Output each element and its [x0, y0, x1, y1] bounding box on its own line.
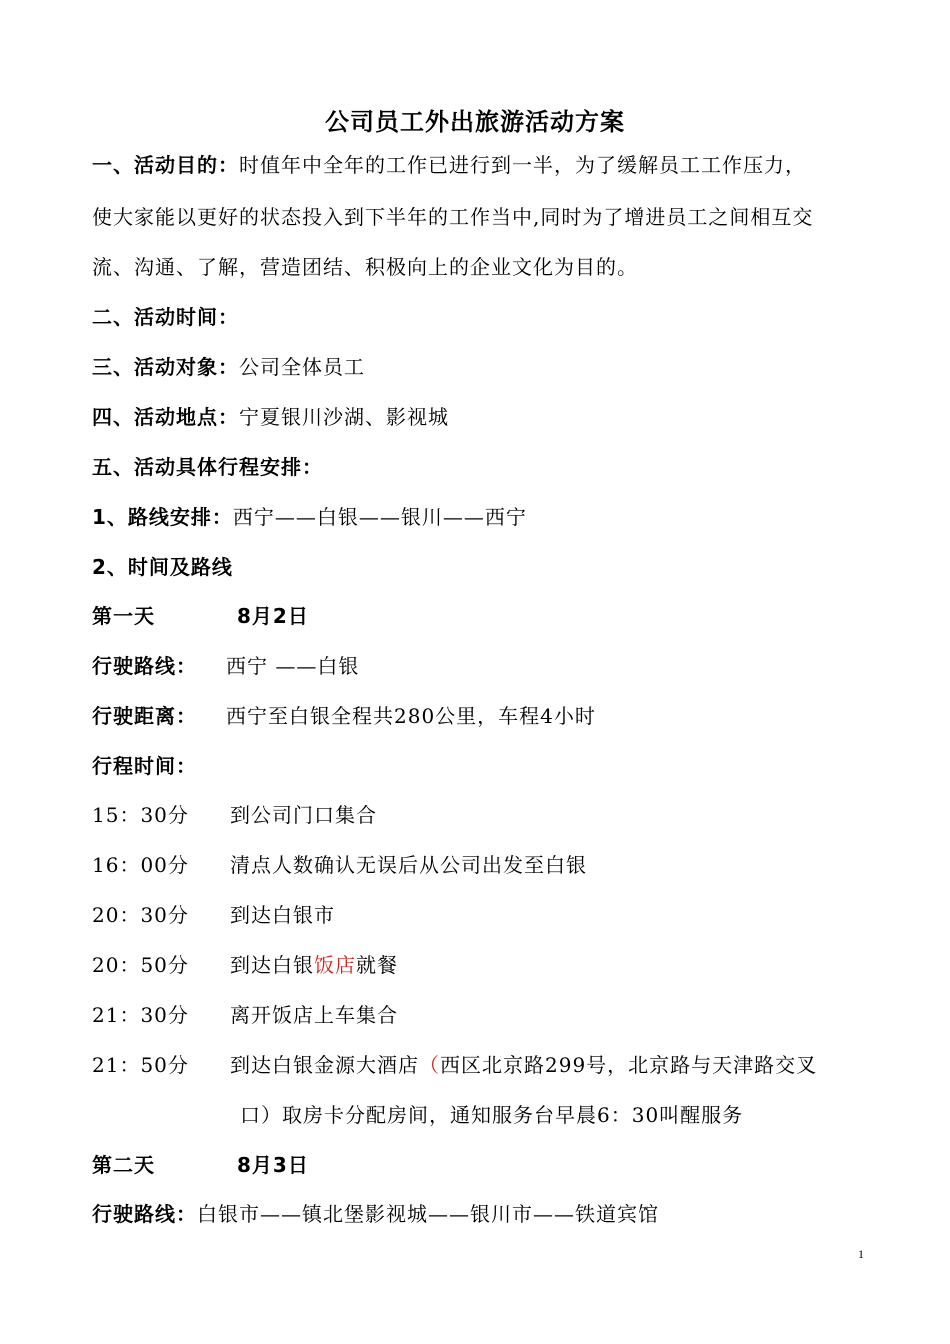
- schedule-row-continuation: 口）取房卡分配房间，通知服务台早晨6：30叫醒服务: [240, 1103, 744, 1127]
- location-label: 四、活动地点：: [92, 405, 239, 429]
- day2-header: [92, 1150, 309, 1180]
- schedule-time: 16：00分: [92, 853, 189, 877]
- day2-drive-route-label: 行驶路线：: [92, 1202, 197, 1226]
- day1-label: 第一天: [92, 604, 155, 628]
- schedule-event: 到达白银市: [230, 903, 335, 927]
- schedule-time: 21：30分: [92, 1003, 189, 1027]
- target-value: 公司全体员工: [239, 355, 365, 379]
- event-text: 到达白银: [230, 953, 314, 977]
- purpose-label: 一、活动目的：: [92, 153, 239, 177]
- schedule-time: 15：30分: [92, 803, 189, 827]
- day1-schedule-label: 行程时间：: [92, 754, 197, 778]
- schedule-time: 21：50分: [92, 1053, 189, 1077]
- purpose-line-2: 使大家能以更好的状态投入到下半年的工作当中,同时为了增进员工之间相互交: [92, 205, 814, 229]
- purpose-line-3: 流、沟通、了解，营造团结、积极向上的企业文化为目的。: [92, 255, 638, 279]
- day1-distance: [92, 701, 596, 731]
- schedule-row: [92, 850, 587, 880]
- day2-label: 第二天: [92, 1153, 155, 1177]
- event-highlight: 饭店: [314, 953, 356, 977]
- schedule-row: [92, 900, 335, 930]
- schedule-row: [92, 800, 377, 830]
- day1-distance-label: 行驶距离：: [92, 704, 197, 728]
- event-text: 西区北京路299号，北京路与天津路交叉: [440, 1053, 818, 1077]
- day1-drive-route-value: 西宁 ——白银: [226, 654, 360, 678]
- itinerary-heading: 五、活动具体行程安排：: [92, 455, 323, 479]
- schedule-time: 20：30分: [92, 903, 189, 927]
- purpose-line-1: [92, 150, 806, 180]
- route-label: 1、路线安排：: [92, 505, 233, 529]
- target-label: 三、活动对象：: [92, 355, 239, 379]
- day2-date: 8月3日: [237, 1153, 309, 1177]
- day2-drive-route-value: 白银市——镇北堡影视城——银川市——铁道宾馆: [197, 1202, 659, 1226]
- schedule-row: [92, 950, 398, 980]
- schedule-time: 20：50分: [92, 953, 189, 977]
- day1-drive-route: [92, 651, 360, 681]
- time-route-heading: 2、时间及路线: [92, 555, 233, 579]
- route-value: 西宁——白银——银川——西宁: [232, 505, 527, 529]
- purpose-text-1: 时值年中全年的工作已进行到一半，为了缓解员工工作压力，: [239, 153, 806, 177]
- target-line: [92, 352, 365, 382]
- day1-header: [92, 601, 309, 631]
- day1-date: 8月2日: [237, 604, 309, 628]
- event-highlight: （: [419, 1053, 440, 1077]
- event-text: 就餐: [356, 953, 398, 977]
- location-line: [92, 402, 449, 432]
- location-value: 宁夏银川沙湖、影视城: [239, 405, 449, 429]
- day1-drive-route-label: 行驶路线：: [92, 654, 197, 678]
- time-label: 二、活动时间：: [92, 305, 239, 329]
- day1-distance-value: 西宁至白银全程共280公里，车程4小时: [226, 704, 596, 728]
- schedule-event: 离开饭店上车集合: [230, 1003, 398, 1027]
- page-title: 公司员工外出旅游活动方案: [325, 108, 625, 136]
- route-line: [92, 502, 527, 532]
- schedule-row: [92, 1000, 398, 1030]
- schedule-event: 到公司门口集合: [230, 803, 377, 827]
- day2-drive-route: [92, 1199, 659, 1229]
- page-number: 1: [858, 1247, 864, 1261]
- schedule-event: [230, 1050, 817, 1080]
- schedule-event: [230, 950, 398, 980]
- schedule-event: 清点人数确认无误后从公司出发至白银: [230, 853, 587, 877]
- schedule-row: [92, 1050, 818, 1080]
- event-text: 到达白银金源大酒店: [230, 1053, 419, 1077]
